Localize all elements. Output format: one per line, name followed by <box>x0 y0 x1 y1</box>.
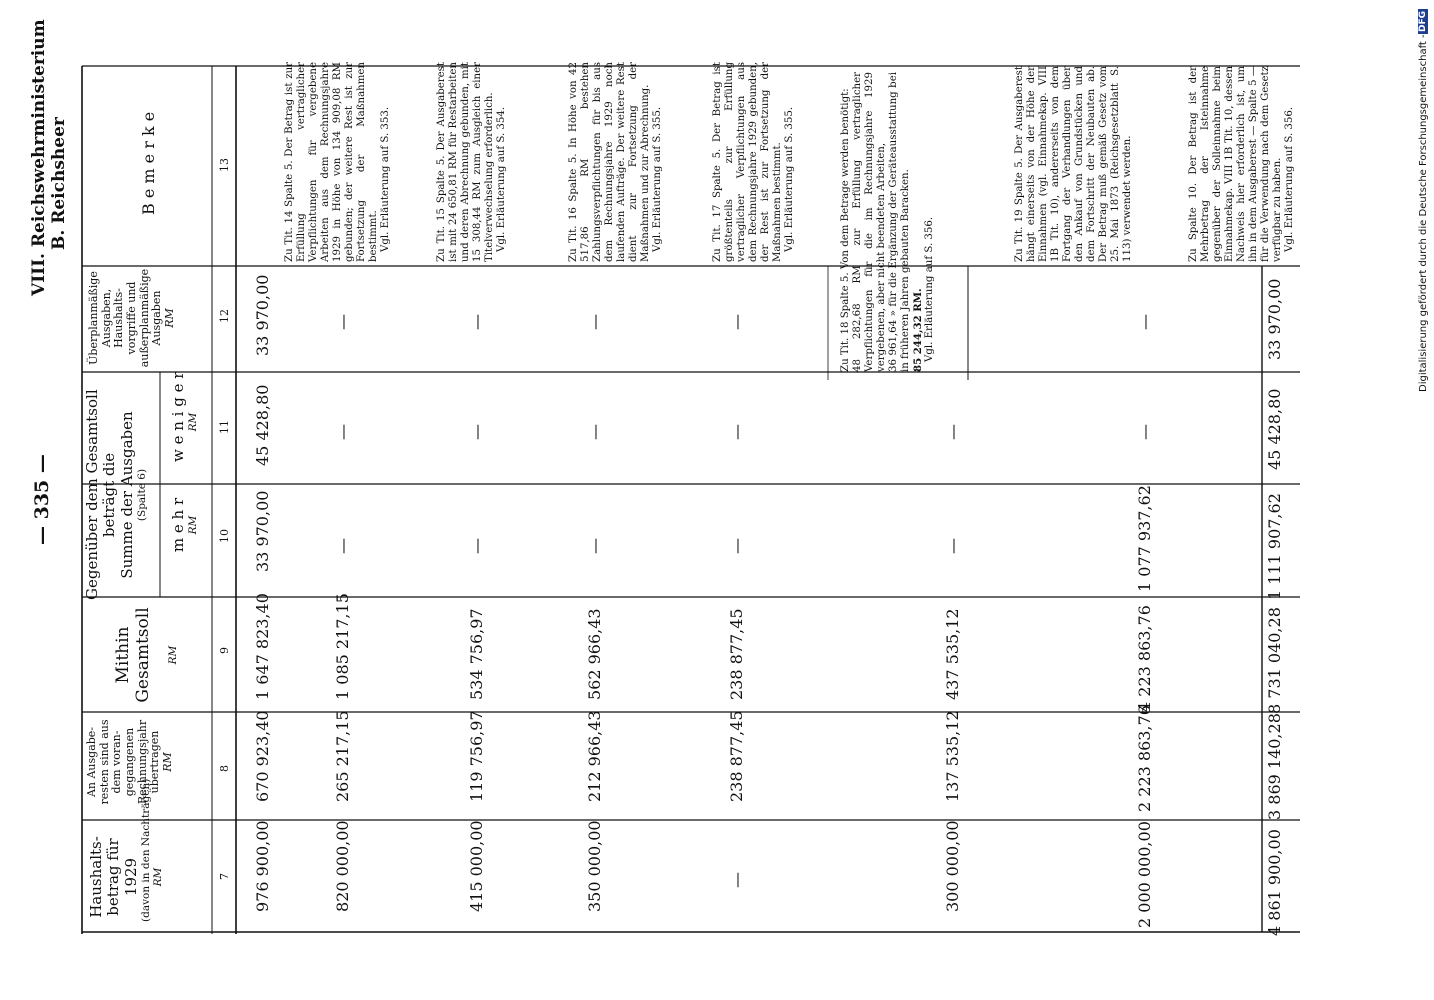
remark-tit15: Zu Tit. 15 Spalte 5. Der Ausgaberest ist mit 24 650,81 RM für Restarbeiten und deren Abrechnung gebunden, mit 15 308,44 RM zum Ausgleich einer Titelverwechselung erforderlich. Vgl. Erläuterung auf S. 354. <box>436 62 507 262</box>
cell-r3-c10: — <box>467 538 486 554</box>
remark-tit19: Zu Tit. 19 Spalte 5. Der Ausgaberest hängt einerseits von der Höhe der Einnahmen (vgl. Einnahmekap. VIII 1B Tit. 10), andererseits von dem Fortgang der Verhandlungen über den Ankauf von Grundstücken und dem Fortschritt der Neubauten ab. Der Betrag muß gemäß Gesetz vom 25. Mai 1873 (Reichsgesetzblatt S. 113) verwendet werden. <box>1014 66 1133 262</box>
cell-r4-c12: — <box>585 314 604 330</box>
cell-r3-c12: — <box>467 314 486 330</box>
section-title: B. Reichsheer <box>49 117 69 250</box>
cell-r1-c9: 1 647 823,40 <box>253 593 272 700</box>
cell-r1-c8: 670 923,40 <box>253 710 272 802</box>
cell-r5-c8: 238 877,45 <box>727 710 746 802</box>
cell-r1-c10: 33 970,00 <box>253 490 272 572</box>
cell-r2-c11: — <box>333 424 352 440</box>
remark-tit16: Zu Tit. 16 Spalte 5. In Höhe von 42 517,86 RM bestehen Zahlungsverpflichtungen für bis aus dem Rechnungsjahre 1929 noch laufenden Aufträge. Der weitere Rest dient zur Fortsetzung der Maßnahmen und zur Abrechnung. Vgl. Erläuterung auf S. 355. <box>568 62 663 262</box>
cell-r2-c7: 820 000,00 <box>333 820 352 912</box>
colno-11: 11 <box>218 420 231 434</box>
cell-r5-c12: — <box>727 314 746 330</box>
header-group-gegenueber: Gegenüber dem Gesamtsoll beträgt die Summe der Ausgaben (Spalte 6) <box>83 389 148 600</box>
cell-r1-c7: 976 900,00 <box>253 820 272 912</box>
cell-r7-c12: — <box>1135 314 1154 330</box>
cell-r5-c9: 238 877,45 <box>727 608 746 700</box>
total-c12: 33 970,00 <box>1265 278 1284 360</box>
cell-r2-c12: — <box>333 314 352 330</box>
header-col7: Haushalts- betrag für 1929 (davon in den Nachträgen) RM <box>87 778 164 922</box>
header-col10: m e h r RM <box>169 497 200 553</box>
total-c10: 1 111 907,62 <box>1265 493 1284 600</box>
header-col8: An Ausgabe- resten sind aus dem voran- gegangenen Rechnungsjahr übertragen RM <box>85 719 174 805</box>
cell-r3-c8: 119 756,97 <box>467 710 486 802</box>
colno-7: 7 <box>218 873 231 880</box>
cell-r7-c9: 4 223 863,76 <box>1135 605 1154 712</box>
header-col12: Überplanmäßige Ausgaben, Haushalts- vorgriffe und außerplanmäßige Ausgaben RM <box>87 268 176 368</box>
cell-r5-c10: — <box>727 538 746 554</box>
cell-r4-c7: 350 000,00 <box>585 820 604 912</box>
cell-r7-c8: 2 223 863,76 <box>1135 705 1154 812</box>
header-col9: Mithin Gesamtsoll RM <box>113 607 180 703</box>
cell-r6-c7: 300 000,00 <box>943 820 962 912</box>
cell-r5-c7: — <box>727 872 746 888</box>
cell-r4-c10: — <box>585 538 604 554</box>
cell-r3-c7: 415 000,00 <box>467 820 486 912</box>
cell-r4-c9: 562 966,43 <box>585 608 604 700</box>
cell-r7-c7: 2 000 000,00 <box>1135 821 1154 928</box>
remark-tit18: Zu Tit. 18 Spalte 5. Von dem Betrage werden benötigt: 48 282,68 RM zur Erfüllung vertraglicher Verpflichtungen für die im Rechnungsjahre 1929 vergebenen, aber nicht beendeten Arbeiten, 36 961,64 » für die Ergänzung der Geräteausstattung bei in früheren Jahren gebauten Baracken. 85 244,32 RM. Vgl. Erläuterung auf S. 356. <box>840 72 935 372</box>
cell-r7-c11: — <box>1135 424 1154 440</box>
funding-note: Digitalisierung gefördert durch die Deutsche Forschungsgemeinschaft - <box>1418 34 1429 392</box>
remark-tit17: Zu Tit. 17 Spalte 5. Der Betrag ist größtenteils zur Erfüllung vertraglicher Verpflichtungen aus dem Rechnungsjahre 1929 gebunden, der Rest ist zur Fortsetzung der Maßnahmen bestimmt. Vgl. Erläuterung auf S. 355. <box>712 62 795 262</box>
colno-12: 12 <box>218 309 231 323</box>
chapter-title: VIII. Reichswehrministerium <box>29 19 49 296</box>
cell-r6-c11: — <box>943 424 962 440</box>
cell-r1-c11: 45 428,80 <box>253 384 272 466</box>
cell-r6-c8: 137 535,12 <box>943 710 962 802</box>
cell-r7-c10: 1 077 937,62 <box>1135 485 1154 592</box>
total-c11: 45 428,80 <box>1265 388 1284 470</box>
cell-r3-c11: — <box>467 424 486 440</box>
cell-r2-c8: 265 217,15 <box>333 710 352 802</box>
header-col11: w e n i g e r RM <box>169 371 200 462</box>
header-col13: B e m e r k e <box>139 111 158 215</box>
cell-r2-c9: 1 085 217,15 <box>333 593 352 700</box>
total-c8: 3 869 140,28 <box>1265 713 1284 820</box>
cell-r1-c12: 33 970,00 <box>253 274 272 356</box>
cell-r5-c11: — <box>727 424 746 440</box>
colno-9: 9 <box>218 647 231 654</box>
total-c9: 8 731 040,28 <box>1265 607 1284 714</box>
remark-spalte10: Zu Spalte 10. Der Betrag ist der Mehrbetrag der Isteinnahme gegenüber der Solleinnahme beim Einnahmekap. VIII 1B Tit. 10, dessen Nachweis hier erforderlich ist, um ihn in dem Ausgaberest — Spalte 5 — für die Verwendung nach dem Gesetz verfügbar zu haben. Vgl. Erläuterung auf S. 356. <box>1188 66 1295 262</box>
colno-13: 13 <box>218 158 231 172</box>
cell-r4-c8: 212 966,43 <box>585 710 604 802</box>
total-c7: 4 861 900,00 <box>1265 829 1284 936</box>
cell-r4-c11: — <box>585 424 604 440</box>
colno-8: 8 <box>218 765 231 772</box>
cell-r6-c10: — <box>943 538 962 554</box>
colno-10: 10 <box>218 529 231 543</box>
cell-r2-c10: — <box>333 538 352 554</box>
cell-r3-c9: 534 756,97 <box>467 608 486 700</box>
page-number: — 335 — <box>31 454 53 545</box>
cell-r6-c9: 437 535,12 <box>943 608 962 700</box>
dfg-logo: DFG <box>1418 10 1428 32</box>
remark-tit14: Zu Tit. 14 Spalte 5. Der Betrag ist zur Erfüllung vertraglicher Verpflichtungen für vergebene Arbeiten aus dem Rechnungsjahre 1929 in Höhe von 134 909,08 RM gebunden; der weitere Rest ist zur Fortsetzung der Maßnahmen bestimmt. Vgl. Erläuterung auf S. 353. <box>284 62 391 262</box>
